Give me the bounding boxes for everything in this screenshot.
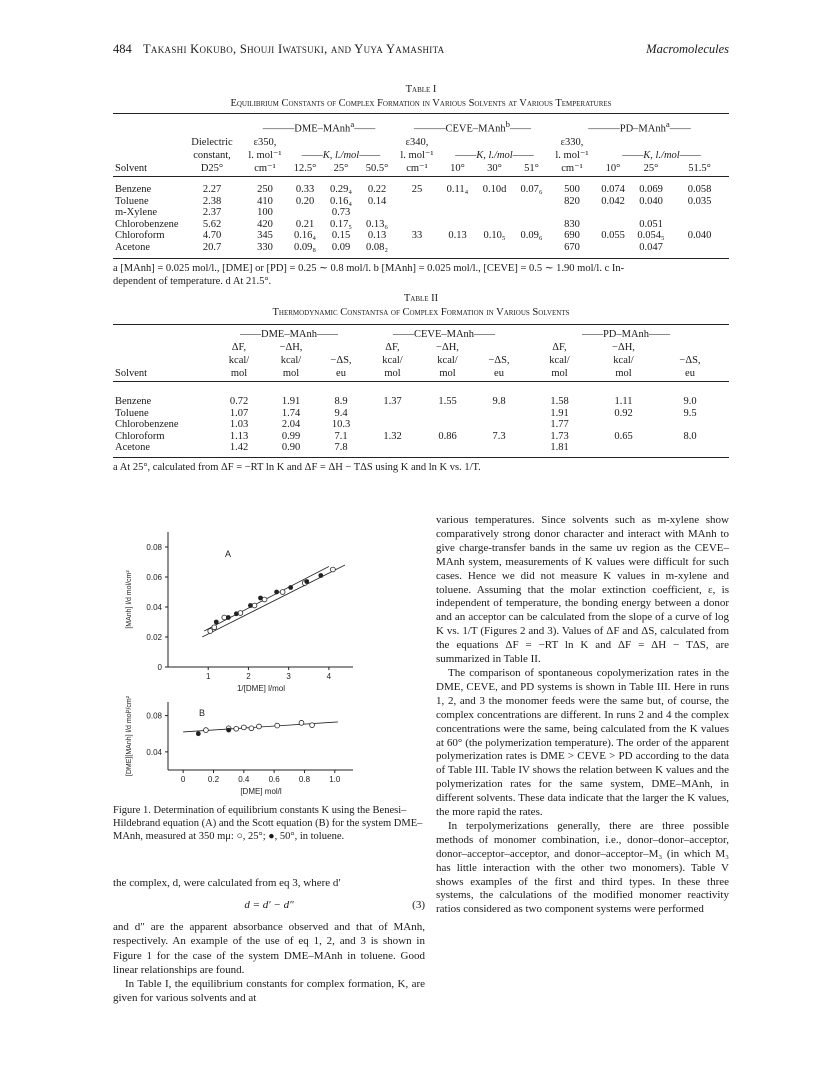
table-cell: 0.20	[295, 195, 315, 207]
table-cell: 0.09₈	[293, 241, 317, 253]
table2-label: Table II	[403, 293, 439, 304]
table-cell	[439, 196, 476, 208]
table2-head-cell: kcal/	[228, 355, 250, 366]
table-cell: 1.07	[229, 407, 249, 419]
table-cell: 0.054₅	[637, 230, 665, 242]
table-cell: 9.5	[683, 407, 697, 419]
table2-head-cell: ΔF,	[231, 342, 247, 353]
panel-a-point-50c	[214, 620, 219, 625]
table1-head-eps-dme: ε350,	[253, 136, 277, 148]
panel-a-y-tick-label: 0	[157, 663, 162, 672]
panel-b-point-25c	[234, 726, 239, 731]
table-cell-solvent: Chlorobenzene	[115, 419, 179, 431]
table1-head-k-dme: ——K, l./mol——	[301, 149, 381, 161]
table-cell: 1.55	[438, 396, 457, 407]
table-cell: 0.17₅	[329, 218, 353, 230]
table-row	[113, 184, 729, 196]
table-cell: 0.08₂	[365, 241, 389, 253]
panel-a-x-tick-label: 3	[286, 672, 291, 681]
table2-group-dme: ——DME–MAnh——	[239, 329, 338, 340]
table-cell	[651, 442, 729, 454]
panel-b-y-tick-label: 0.04	[146, 747, 162, 757]
table2-head-cell: −ΔS,	[488, 355, 510, 366]
table-cell: 0.92	[614, 407, 633, 419]
table2	[113, 328, 729, 382]
table-cell: 2.04	[281, 419, 301, 431]
table-row	[113, 219, 729, 231]
table-cell: 0.11₄	[446, 184, 469, 195]
panel-b-point-25c	[249, 726, 254, 731]
panel-b-point-50c	[226, 728, 231, 733]
table-cell	[476, 196, 513, 208]
table-cell: 0.22	[367, 184, 387, 195]
table2-head-cell: kcal/	[437, 355, 458, 366]
table-cell	[439, 207, 476, 219]
table2-head-solvent: Solvent	[113, 367, 213, 382]
table2-head-cell: eu	[651, 367, 729, 382]
table-row	[113, 419, 729, 431]
table2-caption	[113, 292, 729, 320]
table-cell: 8.0	[683, 430, 697, 442]
table-cell	[632, 207, 670, 219]
table-cell	[420, 408, 475, 420]
table-cell: 7.8	[334, 442, 348, 454]
table1-footnote-line: dependent of temperature. d At 21.5°.	[113, 276, 272, 287]
table-cell: 0.15	[331, 230, 351, 242]
table-cell: 1.91	[550, 407, 569, 419]
panel-a-point-25c	[238, 611, 243, 616]
table-cell	[365, 419, 420, 431]
table-cell: 0.051	[639, 218, 663, 230]
table-cell	[670, 207, 729, 219]
table1-head-cell: constant,	[193, 149, 231, 161]
panel-a-point-25c	[208, 629, 213, 634]
figure-1-plot	[113, 512, 428, 802]
paragraph: and d″ are the apparent absorbance observed and that of MAnh, respectively. An example of the use of eq 1, 2, and 3 is shown in Figure 1 for the case of the system DME–MAnh in toluene. Good linear relationships are found.	[113, 921, 425, 976]
figure-1-caption: Figure 1. Determination of equilibrium constants K using the Benesi–Hildebrand equation (A) and the Scott equation (B) for the system DME–MAnh, measured at 350 mμ: ○, 25°; ●, 50°, in toluene.	[113, 805, 423, 843]
panel-b-point-25c	[299, 720, 304, 725]
table-cell	[439, 242, 476, 254]
table-cell	[395, 207, 439, 219]
panel-a-x-tick-label: 1	[205, 672, 211, 681]
table-cell: 1.11	[614, 396, 633, 407]
table1-head-solvent: Solvent	[113, 162, 181, 177]
table-cell: 0.13	[448, 230, 467, 242]
table-cell: 0.07₆	[520, 184, 543, 195]
table2-head-cell: mol	[365, 367, 420, 382]
table-cell: 0.33	[295, 184, 315, 195]
table1-group-ceve: ———CEVE–MAnh$^b$——	[414, 119, 531, 135]
table-cell: 1.77	[550, 419, 569, 431]
table-cell: 9.4	[334, 407, 348, 419]
panel-a-point-50c	[274, 590, 279, 595]
table1-head-cell: cm⁻¹	[243, 162, 287, 177]
table2-group-header-row	[113, 328, 729, 341]
table-row	[113, 196, 729, 208]
table-cell	[475, 408, 523, 420]
table-cell	[670, 219, 729, 231]
table-cell: 670	[564, 241, 580, 253]
table1-head-temp: 25°	[323, 162, 359, 177]
table2-head-cell: −ΔH,	[612, 342, 635, 353]
table2-group-ceve: ——CEVE–MAnh——	[392, 329, 496, 340]
table1-bottom-rule	[113, 258, 729, 259]
table-cell: 1.03	[229, 419, 249, 431]
table2-header-row-3	[113, 367, 729, 382]
table-cell: 1.37	[383, 396, 402, 407]
table-cell: 690	[564, 230, 580, 242]
table-cell: 100	[257, 207, 273, 219]
table-cell	[287, 207, 323, 219]
table-cell: 20.7	[202, 241, 222, 253]
table-cell: 1.91	[281, 396, 301, 407]
table-row	[113, 207, 729, 219]
panel-b-y-label: [DME][MAnh] l/d mol²/cm²	[126, 695, 133, 777]
table1-label: Table I	[405, 84, 437, 95]
left-column-text	[113, 876, 425, 1005]
table-cell	[594, 207, 632, 219]
table2-head-cell: kcal/	[613, 355, 634, 366]
table-cell: 1.81	[550, 442, 569, 454]
table-cell	[513, 219, 550, 231]
table1-head-temp: 12.5°	[287, 162, 323, 177]
table2-header-row-1	[113, 341, 729, 354]
table-cell	[476, 242, 513, 254]
table-row	[113, 396, 729, 408]
table-cell	[475, 419, 523, 431]
table-cell-solvent: m-Xylene	[115, 207, 157, 219]
table-cell	[359, 207, 395, 219]
equation-3	[113, 890, 425, 920]
panel-a-point-25c	[280, 590, 285, 595]
table1-group-pd: ———PD–MAnh$^a$——	[588, 119, 691, 135]
table-cell: 250	[257, 184, 273, 195]
table-cell: 2.38	[202, 195, 222, 207]
table-cell: 0.73	[331, 207, 351, 219]
table-cell	[420, 442, 475, 454]
table2-body	[113, 396, 729, 454]
panel-a-point-50c	[288, 585, 293, 590]
table-cell: 0.72	[229, 396, 249, 407]
table1	[113, 118, 729, 181]
table-cell-solvent: Toluene	[115, 407, 149, 419]
table-cell: 0.040	[639, 195, 663, 207]
table-cell: 0.10d	[482, 184, 507, 195]
panel-b-point-25c	[275, 723, 280, 728]
table-cell: 0.10₅	[483, 230, 506, 242]
table-cell: 820	[564, 195, 580, 207]
table1-head-k-ceve: ——K, l./mol——	[455, 149, 534, 161]
paragraph: In Table I, the equilibrium constants for complex formation, K, are given for various solvents and at	[113, 978, 425, 1005]
table-cell: 10.3	[331, 419, 351, 431]
table-cell: 0.09	[331, 241, 351, 253]
table-cell: 2.27	[202, 184, 222, 195]
panel-a-point-50c	[234, 611, 239, 616]
table-cell	[513, 196, 550, 208]
panel-b-point-25c	[257, 724, 262, 729]
table-cell: 0.040	[687, 230, 712, 242]
panel-a-point-25c	[212, 625, 217, 630]
table1-footnote-line: a [MAnh] = 0.025 mol/l., [DME] or [PD] = 0.25 ∼ 0.8 mol/l. b [MAnh] = 0.025 mol/l., [CEVE] = 0.5 ∼ 1.90 mol/l. c In-	[113, 263, 625, 274]
table-row	[113, 442, 729, 454]
table-cell: 0.069	[639, 184, 663, 195]
table-cell: 0.13	[367, 230, 387, 242]
table1-footnotes	[113, 262, 729, 288]
table2-footnote: a At 25°, calculated from ΔF = −RT ln K and ΔF = ΔH − TΔS using K and ln K vs. 1/T.	[113, 462, 481, 473]
table1-head-temp: 10°	[594, 162, 632, 177]
paragraph: the complex, d, were calculated from eq 3, where d′	[113, 877, 341, 889]
table2-head-cell: eu	[475, 367, 523, 382]
table-cell	[395, 196, 439, 208]
table1-head-cell: D25°	[181, 162, 243, 177]
panel-a-y-label: [MAnh] l/d mol/cm²	[126, 570, 133, 629]
table-cell: 345	[257, 230, 273, 242]
table-cell: 25	[411, 184, 423, 195]
table-cell	[475, 442, 523, 454]
table-cell: 9.8	[492, 396, 506, 407]
table1-head-temp: 10°	[439, 162, 476, 177]
table-row	[113, 230, 729, 242]
table1-head-temp: 51°	[513, 162, 550, 177]
table1-head-cell: l. mol⁻¹	[248, 149, 282, 161]
table-cell	[513, 242, 550, 254]
table2-head-cell: −ΔH,	[279, 342, 303, 353]
table2-head-cell: mol	[523, 367, 596, 382]
table2-group-pd: ——PD–MAnh——	[581, 329, 671, 340]
panel-b-x-tick-label: 0.4	[238, 775, 250, 784]
panel-b-point-25c	[241, 725, 246, 730]
panel-b-x-tick-label: 0.8	[298, 775, 311, 784]
table1-head-temp: 30°	[476, 162, 513, 177]
table-cell: 9.0	[683, 396, 697, 407]
table-cell-solvent: Chloroform	[115, 430, 165, 442]
table-cell: 0.055	[601, 230, 625, 242]
table2-head-cell: mol	[596, 367, 651, 382]
table1-head-cell: l. mol⁻¹	[400, 149, 434, 161]
table-cell: 1.42	[229, 442, 249, 454]
paragraph: The comparison of spontaneous copolymerization rates in the DME, CEVE, and PD systems is shown in Table III. Here in runs 1, 2, and 3 the monomer feeds were the same but, of course, the complex concentrations are different. In runs 2 and 4 the complex concentrations were the same, being calculated from the K values at 60° (the polymerization temperature). The order of the apparent polymerization rates is DME > CEVE > PD according to the data of Table III. Table IV shows the relation between K values and the polymerization rates for the same system, DME–MAnh, in different solvents. These data indicate that the larger the K values, the more rapid the rates.	[436, 666, 729, 819]
table2-bottom-rule	[113, 457, 729, 458]
table-cell: 0.16₄	[293, 230, 317, 242]
table-cell-solvent: Acetone	[115, 442, 150, 454]
table-cell	[395, 242, 439, 254]
table-cell: 0.21	[295, 218, 315, 230]
table2-head-cell: kcal/	[280, 355, 302, 366]
table-cell: 0.99	[281, 430, 301, 442]
panel-a-x-tick-label: 2	[246, 672, 251, 681]
table-cell-solvent: Chlorobenzene	[115, 218, 179, 230]
table-cell: 4.70	[202, 230, 222, 242]
table-cell: 0.65	[614, 430, 633, 442]
table1-header-row-3	[113, 162, 729, 177]
panel-b-x-label: [DME] mol/l	[240, 787, 282, 796]
table-cell: 1.73	[550, 430, 569, 442]
table-cell: 7.3	[492, 430, 506, 442]
table2-head-cell: mol	[213, 367, 265, 382]
table2-head-cell: kcal/	[549, 355, 570, 366]
table-cell	[365, 442, 420, 454]
table1-head-eps-pd: ε330,	[560, 136, 584, 148]
table-row	[113, 431, 729, 443]
panel-a-y-tick-label: 0.08	[146, 543, 162, 552]
panel-a-x-label: 1/[DME] l/mol	[236, 684, 286, 693]
table-cell: 1.13	[229, 430, 249, 442]
table-cell-solvent: Benzene	[115, 396, 152, 407]
table2-head-cell: ΔF,	[552, 342, 567, 353]
table-cell-solvent: Toluene	[115, 195, 149, 207]
table2-header-row-2	[113, 354, 729, 367]
table2-top-rule	[113, 324, 729, 325]
panel-b-point-25c	[204, 728, 209, 733]
running-head-authors: Takashi Kokubo, Shouji Iwatsuki, and Yuya Yamashita	[143, 42, 445, 56]
panel-b-y-tick-label: 0.08	[146, 711, 162, 721]
table2-head-cell: mol	[420, 367, 475, 382]
table2-head-cell: −ΔS,	[679, 355, 701, 366]
panel-b-label: B	[199, 708, 206, 718]
table-cell: 0.035	[687, 195, 712, 207]
table-cell	[513, 207, 550, 219]
table1-head-temp: 50.5°	[359, 162, 395, 177]
figure-1	[113, 512, 428, 802]
table1-group-dme: ———DME–MAnh$^a$——	[262, 119, 376, 135]
table-cell	[420, 419, 475, 431]
table-cell: 8.9	[334, 396, 348, 407]
table-cell: 33	[411, 230, 423, 242]
table1-top-rule	[113, 113, 729, 114]
table-cell: 500	[564, 184, 580, 195]
table1-head-dielectric: Dielectric	[191, 136, 233, 148]
table-cell: 0.058	[687, 184, 712, 195]
table1-header-row-2	[113, 149, 729, 162]
table2-head-cell: −ΔS,	[330, 355, 352, 366]
table1-header-row-1	[113, 136, 729, 149]
table-cell	[594, 219, 632, 231]
table-cell	[670, 242, 729, 254]
table1-caption	[113, 83, 729, 111]
table-cell: 0.042	[601, 195, 625, 207]
table-cell: 0.16₄	[329, 195, 353, 207]
running-head	[113, 42, 729, 58]
table-cell-solvent: Acetone	[115, 241, 150, 253]
panel-b-x-tick-label: 0.6	[268, 775, 280, 784]
panel-a-point-50c	[248, 603, 253, 608]
table-row	[113, 242, 729, 254]
paragraph: In terpolymerizations generally, there are three possible methods of monomer combination, i.e., donor–donor–acceptor, donor–acceptor–acceptor, and donor–acceptor–M₃ (in which M₃ has little interaction with the other two monomers). Table V shows examples of the first and third types. In these three systems, the calculations of the modified monomer reactivity ratios considered as two component systems were performed	[436, 819, 729, 916]
table1-head-cell: l. mol⁻¹	[555, 149, 589, 161]
table1-head-cell: cm⁻¹	[550, 162, 594, 177]
panel-b-x-tick-label: 0.2	[207, 775, 220, 784]
table-cell	[596, 442, 651, 454]
table-cell: 330	[257, 241, 273, 253]
table-cell	[365, 408, 420, 420]
equation-number: (3)	[412, 899, 425, 912]
table-cell-solvent: Benzene	[115, 184, 152, 195]
panel-a-point-50c	[226, 615, 231, 620]
panel-a-y-tick-label: 0.06	[146, 573, 162, 582]
panel-a-label: A	[225, 549, 232, 559]
page-number: 484	[113, 42, 132, 56]
right-column-text	[436, 514, 729, 917]
table1-head-temp: 25°	[632, 162, 670, 177]
table-cell	[476, 219, 513, 231]
table-cell: 410	[257, 195, 273, 207]
table-cell: 0.047	[639, 241, 663, 253]
table-cell	[395, 219, 439, 231]
panel-b-point-25c	[310, 723, 315, 728]
table2-head-cell: ΔF,	[385, 342, 400, 353]
table-cell: 0.14	[367, 195, 387, 207]
paragraph: various temperatures. Since solvents such as m-xylene show comparatively strong donor character and interact with MAnh to give charge-transfer bands in the same uv region as the CEVE–MAnh system, measurements of K values were difficult for such cases. Hence we did not measure K values in m-xylene and toluene. Assuming that the molar extinction coefficient, ε, is independent of temperature, the bonding energy between a donor and an acceptor can be calculated from the slope of a curve of log K vs. 1/T (Figures 2 and 3). Values of ΔF and ΔS, calculated from the equations ΔF = −RT ln K and ΔF = ΔH − TΔS, are summarized in Table II.	[436, 514, 729, 666]
table1-head-cell: cm⁻¹	[395, 162, 439, 177]
table-cell: 1.32	[383, 430, 402, 442]
panel-b-x-tick-label: 1.0	[329, 775, 341, 784]
table-cell: 0.074	[601, 184, 625, 195]
table-cell: 0.86	[438, 430, 457, 442]
panel-a-point-50c	[258, 596, 263, 601]
table-cell-solvent: Chloroform	[115, 230, 165, 242]
table-cell: 1.74	[281, 407, 301, 419]
table-cell: 0.29₄	[329, 184, 353, 195]
panel-a-fit-line-25c	[202, 565, 345, 637]
panel-a-point-50c	[304, 579, 309, 584]
panel-a-point-50c	[318, 573, 323, 578]
table-cell	[550, 207, 594, 219]
running-head-journal: Macromolecules	[646, 42, 729, 56]
table2-title: Thermodynamic Constantsa of Complex Formation in Various Solvents	[272, 307, 570, 318]
table-cell: 7.1	[334, 430, 348, 442]
table-cell	[594, 242, 632, 254]
table2-head-cell: kcal/	[382, 355, 403, 366]
table-cell: 5.62	[202, 218, 222, 230]
panel-b-x-tick-label: 0	[180, 775, 186, 784]
table2-head-cell: mol	[265, 367, 317, 382]
panel-a-point-25c	[330, 567, 335, 572]
table-row	[113, 408, 729, 420]
equation-expression: d = d′ − d″	[244, 899, 294, 912]
table2-head-cell: −ΔH,	[436, 342, 459, 353]
table-cell	[476, 207, 513, 219]
panel-a-y-tick-label: 0.02	[146, 633, 162, 642]
panel-b-point-50c	[196, 731, 201, 736]
table-cell: 1.58	[550, 396, 569, 407]
table2-head-cell: eu	[317, 367, 365, 382]
panel-a-y-tick-label: 0.04	[146, 603, 162, 612]
panel-a-x-tick-label: 4	[326, 672, 332, 681]
table-cell: 0.90	[281, 442, 301, 454]
table-cell	[651, 419, 729, 431]
table-cell: 2.37	[202, 207, 222, 219]
table-cell	[439, 219, 476, 231]
table-cell: 0.09₆	[520, 230, 543, 242]
table-cell: 830	[564, 218, 580, 230]
table1-head-k-pd: ——K, l./mol——	[622, 149, 701, 161]
table1-head-eps-ceve: ε340,	[405, 136, 429, 148]
table-cell	[596, 419, 651, 431]
table1-group-header-row	[113, 118, 729, 136]
table-cell: 420	[257, 218, 273, 230]
table1-title: Equilibrium Constants of Complex Formation in Various Solvents at Various Temperatures	[230, 98, 612, 109]
table1-head-temp: 51.5°	[670, 162, 729, 177]
table-cell: 0.13₆	[365, 218, 389, 230]
table1-body	[113, 184, 729, 254]
